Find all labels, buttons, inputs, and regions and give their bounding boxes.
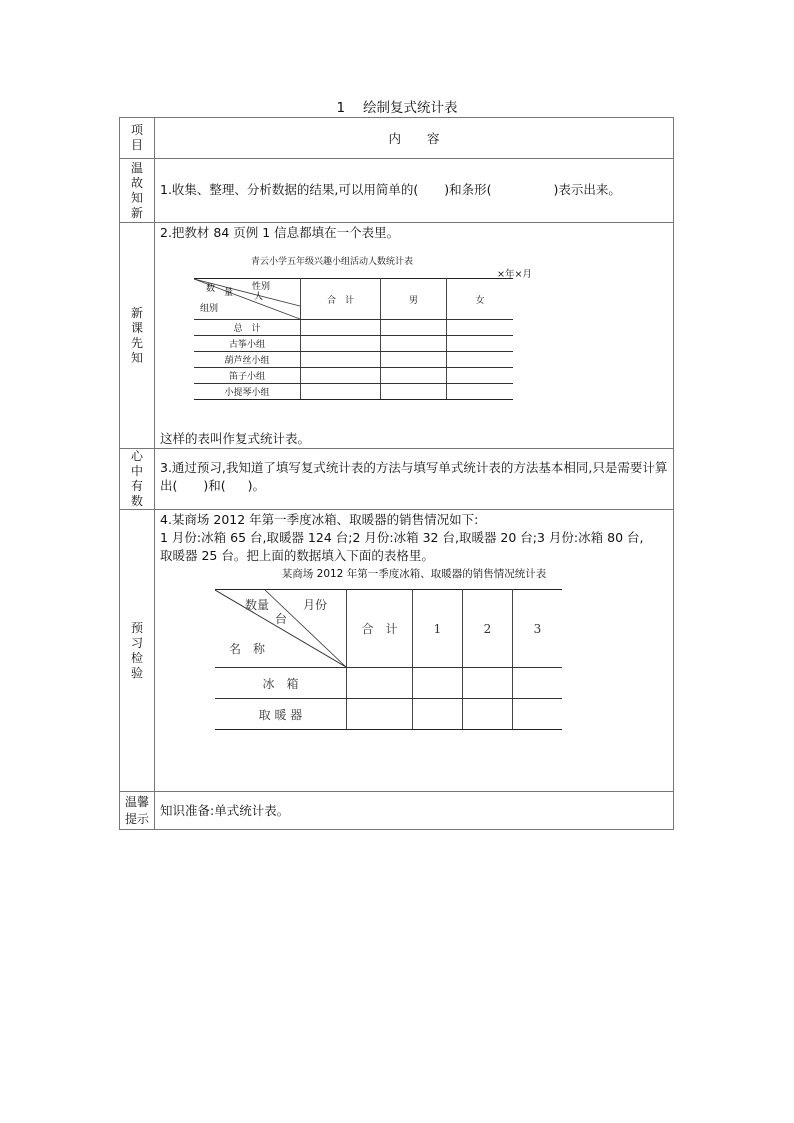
- interest-group-table: [194, 278, 513, 400]
- interest-table-date: ×年×月: [497, 269, 532, 280]
- row-label: 笛子小组: [194, 368, 301, 384]
- row-label: 总 计: [194, 320, 301, 336]
- blank-cell[interactable]: [301, 352, 381, 368]
- corner-label: 组别: [200, 304, 219, 314]
- blank-cell[interactable]: [381, 368, 447, 384]
- review-label: 温故知新: [120, 159, 155, 223]
- check-line: 1 月份:冰箱 65 台,取暖器 124 台;2 月份:冰箱 32 台,取暖器 20 台;3 月份:冰箱 80 台,: [160, 530, 644, 545]
- blank-cell[interactable]: [447, 336, 514, 352]
- sales-table-title: 某商场 2012 年第一季度冰箱、取暖器的销售情况统计表: [281, 568, 547, 580]
- column-header: 2: [463, 590, 513, 668]
- column-header: 合 计: [347, 590, 413, 668]
- check-label: 预习检验: [120, 510, 155, 792]
- blank-cell[interactable]: [447, 384, 514, 400]
- interest-table-title: 青云小学五年级兴趣小组活动人数统计表: [251, 257, 414, 267]
- blank-cell[interactable]: [301, 320, 381, 336]
- row-label: 古筝小组: [194, 336, 301, 352]
- table-row: [194, 320, 513, 336]
- newlesson-content: [155, 223, 674, 449]
- check-row: [120, 510, 674, 792]
- tip-row: [120, 792, 674, 830]
- title-number: 1: [336, 100, 346, 116]
- blank-cell[interactable]: [347, 668, 413, 699]
- heart-label: 心中有数: [120, 449, 155, 510]
- blank-cell[interactable]: [347, 699, 413, 730]
- blank-cell[interactable]: [463, 668, 513, 699]
- row-label: 小提琴小组: [194, 384, 301, 400]
- column-header: 3: [513, 590, 563, 668]
- heart-content: 3.通过预习,我知道了填写复式统计表的方法与填写单式统计表的方法基本相同,只是需要计算出( )和( )。: [155, 449, 674, 510]
- blank-cell[interactable]: [301, 368, 381, 384]
- corner-header-cell: [215, 590, 347, 668]
- blank-cell[interactable]: [447, 368, 514, 384]
- tip-text: 知识准备:单式统计表。: [160, 803, 290, 818]
- table-row: [194, 352, 513, 368]
- table-row: [194, 336, 513, 352]
- header-item-label: 项目: [120, 118, 155, 159]
- table-row: [215, 668, 562, 699]
- column-header: 1: [413, 590, 463, 668]
- newlesson-row: [120, 223, 674, 449]
- newlesson-label: 新课先知: [120, 223, 155, 449]
- corner-label: 数量: [245, 598, 270, 612]
- tip-label: 温馨 提示: [120, 792, 155, 830]
- title-text: 绘制复式统计表: [363, 100, 458, 116]
- row-label: 葫芦丝小组: [194, 352, 301, 368]
- sales-table: [215, 589, 562, 730]
- corner-label: 数: [206, 284, 216, 294]
- blank-cell[interactable]: [301, 384, 381, 400]
- column-header: 男: [381, 279, 447, 320]
- blank-cell[interactable]: [413, 699, 463, 730]
- column-header: 合 计: [301, 279, 381, 320]
- table-row: [194, 368, 513, 384]
- corner-label: 量: [224, 288, 234, 298]
- table-row: [215, 699, 562, 730]
- blank-cell[interactable]: [381, 384, 447, 400]
- check-content: [155, 510, 674, 792]
- tip-content: [155, 792, 674, 830]
- blank-cell[interactable]: [513, 699, 563, 730]
- corner-label: 名 称: [229, 642, 266, 656]
- blank-cell[interactable]: [463, 699, 513, 730]
- worksheet-table: [119, 117, 674, 830]
- corner-label: 台: [275, 612, 288, 626]
- header-content-label: 内 容: [155, 118, 674, 159]
- corner-label: 人: [254, 292, 264, 302]
- corner-label: 性别: [252, 282, 271, 292]
- blank-cell[interactable]: [513, 668, 563, 699]
- heart-row: [120, 449, 674, 510]
- blank-cell[interactable]: [381, 320, 447, 336]
- blank-cell[interactable]: [381, 352, 447, 368]
- column-header: 女: [447, 279, 514, 320]
- corner-label: 月份: [303, 598, 328, 612]
- check-line: 取暖器 25 台。把上面的数据填入下面的表格里。: [160, 548, 434, 563]
- row-label: 取 暖 器: [215, 699, 347, 730]
- review-content: 1.收集、整理、分析数据的结果,可以用简单的( )和条形( )表示出来。: [155, 159, 674, 223]
- newlesson-intro: 2.把教材 84 页例 1 信息都填在一个表里。: [160, 225, 400, 240]
- corner-header-cell: [194, 279, 301, 320]
- check-line: 4.某商场 2012 年第一季度冰箱、取暖器的销售情况如下:: [160, 512, 479, 527]
- review-row: [120, 159, 674, 223]
- newlesson-note: 这样的表叫作复式统计表。: [160, 431, 311, 446]
- table-row: [194, 384, 513, 400]
- blank-cell[interactable]: [301, 336, 381, 352]
- blank-cell[interactable]: [447, 320, 514, 336]
- blank-cell[interactable]: [447, 352, 514, 368]
- page-title: [0, 96, 794, 116]
- blank-cell[interactable]: [381, 336, 447, 352]
- header-row: [120, 118, 674, 159]
- blank-cell[interactable]: [413, 668, 463, 699]
- row-label: 冰 箱: [215, 668, 347, 699]
